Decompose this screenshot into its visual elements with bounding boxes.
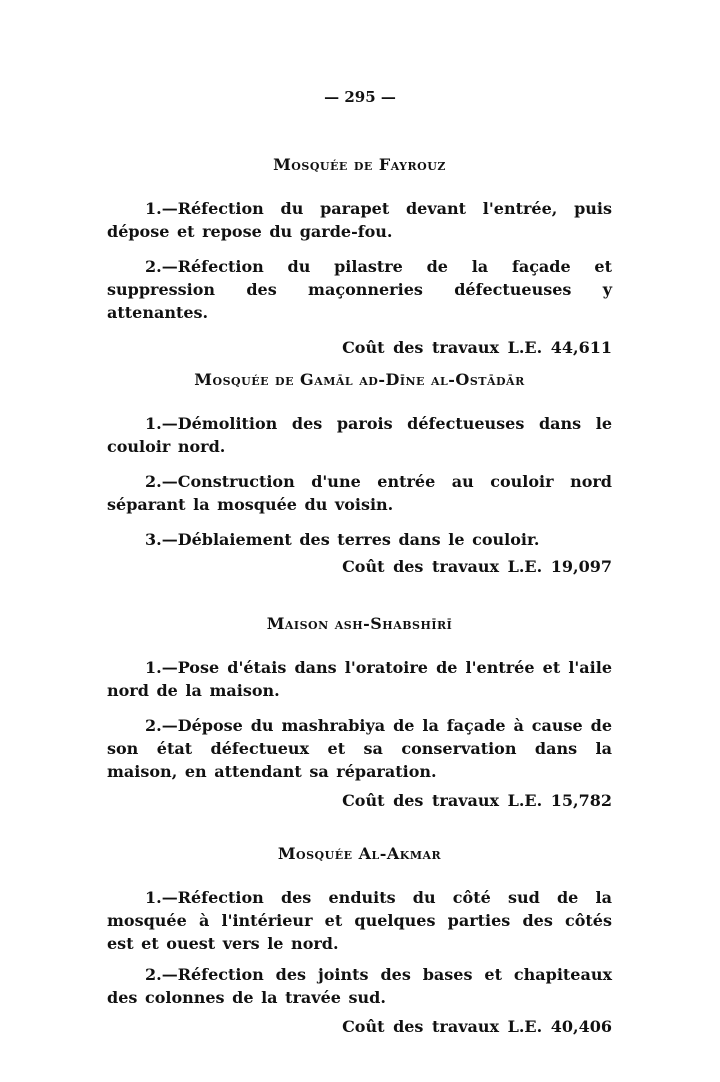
- work-item: 1.—Démolition des parois défectueuses dans le couloir nord.: [107, 414, 612, 456]
- cost-line: Coût des travaux L.E. 19,097: [342, 557, 612, 576]
- work-item: 2.—Construction d'une entrée au couloir nord séparant la mosquée du voisin.: [107, 472, 612, 514]
- work-item: 2.—Réfection des joints des bases et chapiteaux des colonnes de la travée sud.: [107, 965, 612, 1007]
- work-item: 1.—Réfection du parapet devant l'entrée, puis dépose et repose du garde-fou.: [107, 199, 612, 241]
- section-title: Mosquée Al-Akmar: [277, 844, 442, 863]
- section-maison-shabshiri: [107, 614, 612, 812]
- page-number: — 295 —: [324, 88, 396, 106]
- section-title: Mosquée de Fayrouz: [273, 155, 446, 174]
- section-mosquee-gamal: [107, 370, 612, 578]
- work-item: 1.—Pose d'étais dans l'oratoire de l'entrée et l'aile nord de la maison.: [107, 658, 612, 700]
- work-item: 3.—Déblaiement des terres dans le couloir.: [145, 530, 540, 549]
- cost-line: Coût des travaux L.E. 15,782: [342, 791, 612, 810]
- work-item: 1.—Réfection des enduits du côté sud de la mosquée à l'intérieur et quelques parties des côtés est et ouest vers le nord.: [107, 888, 612, 953]
- section-mosquee-akmar: [107, 844, 612, 1038]
- section-title: Maison ash-Shabshīrī: [266, 614, 453, 633]
- work-item: 2.—Dépose du mashrabiya de la façade à cause de son état défectueux et sa conservation dans la maison, en attendant sa réparation.: [107, 716, 612, 781]
- cost-line: Coût des travaux L.E. 44,611: [342, 338, 612, 357]
- section-title: Mosquée de Gamāl ad-Dīne al-Ostādār: [194, 370, 525, 389]
- section-mosquee-fayrouz: [107, 155, 612, 359]
- work-item: 2.—Réfection du pilastre de la façade et suppression des maçonneries défectueuses y attenantes.: [107, 257, 612, 322]
- cost-line: Coût des travaux L.E. 40,406: [342, 1017, 612, 1036]
